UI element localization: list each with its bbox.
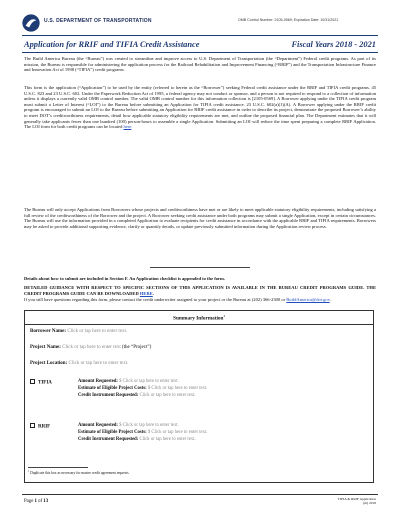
application-paragraph-text: This form is the application (“Application”) to be used by the entity (referred to herein as the “Borrower”) seeking Federal credit assistance under the RRIF and TIFIA credit programs. 45 U.S.C. 823 and 23 U.S.C. 602. Under the Paperwork Reduction Act of 1995, a federal agency may not conduct or sponsor, and a person is not required to respond to a collection of information unless it displays a currently valid OMB control number. The valid OMB control number for this information collection is [2105-0569]. A Borrower applying under the TIFIA credit program must submit a Letter of Interest (“LOI”) to the Bureau before submitting an Application for TIFIA credit assistance. 23 U.S.C. 602(a)(1)(A). A Borrower applying under the RRIF credit program is encouraged to submit an LOI to the Bureau before submitting an Application for RRIF credit assistance in order to describe its project, demonstrate the proposed Borrower’s ability to meet DOT’s creditworthiness requirements, detail how applicable statutory eligibility requirements are met, and outline the proposed financial plan. The Department estimates that it will generally take applicants fewer than one hundred (100) person-hours to assemble a single Application. Submitting an LOI will reduce the time spent preparing a complete RRIF Application. The LOI form for both credit programs can be located <box>24 85 376 130</box>
details-line: Details about how to submit are included in Section F. An Application checklist is appended to the form. <box>24 276 225 281</box>
checkbox-icon[interactable] <box>30 423 35 428</box>
rrif-instrument-row: Credit Instrument Requested: Click or tap here to enter text. <box>78 437 196 442</box>
guidance-download-link[interactable]: HERE <box>139 290 153 296</box>
tifia-instrument-field[interactable]: Click or tap here to enter text. <box>139 393 196 398</box>
project-location-field[interactable]: Click or tap here to enter text. <box>68 361 129 366</box>
title-row <box>24 40 376 49</box>
fiscal-years: Fiscal Years 2018 - 2021 <box>291 40 376 49</box>
bureau-email-link[interactable]: BuildAmerica@dot.gov <box>286 297 330 302</box>
tifia-amount-row: Amount Requested: $ Click or tap here to enter text. <box>78 379 179 384</box>
borrower-name-field[interactable]: Click or tap here to enter text. <box>67 329 128 334</box>
questions-text: If you still have questions regarding this form, please contact the credit underwriter assigned to your project or the Bureau at (202) 366-2300 or <box>24 297 286 302</box>
rrif-amount-row: Amount Requested: $ Click or tap here to enter text. <box>78 423 179 428</box>
rrif-amount-field[interactable]: $ Click or tap here to enter text. <box>119 423 179 428</box>
title-rule <box>22 52 378 53</box>
omb-control-number: OMB Control Number: 2105-0569; Expiration Date: 10/31/2021 <box>238 18 339 22</box>
footer-form-name: TIFIA & RRIF Application (m) 2018 <box>337 497 376 506</box>
tifia-instrument-row: Credit Instrument Requested: Click or tap here to enter text. <box>78 393 196 398</box>
summary-title: Summary Information$^1$ <box>173 314 225 322</box>
questions-line: If you still have questions regarding this form, please contact the credit underwriter assigned to your project or the Bureau at (202) 366-2300 or BuildAmerica@dot.gov. <box>24 297 331 302</box>
intro-paragraph: The Build America Bureau (the “Bureau”) was created to streamline and improve access to U.S. Department of Transportation (the “Department”) Federal credit programs. As part of its mission, the Bureau is responsible for administering the application process for the Railroad Rehabilitation and Improvement Financing (“RRIF”) and the Transportation Infrastructure Finance and Innovation Act of 1998 (“TIFIA”) credit programs. <box>24 56 376 73</box>
tifia-cost-field[interactable]: $ Click or tap here to enter text. <box>147 386 208 391</box>
checkbox-icon[interactable] <box>30 379 35 384</box>
department-name: U.S. DEPARTMENT OF TRANSPORTATION <box>44 18 152 24</box>
acceptance-paragraph: The Bureau will only accept Applications from Borrowers whose projects and creditworthiness have met or are likely to meet applicable statutory eligibility requirements, including satisfying a full review of the creditworthiness of the Borrower and the project. A Borrower seeking credit assistance under both programs may submit a single Application, except in certain circumstances. The Bureau will use the information provided in a completed Application to evaluate recipients for credit assistance in accordance with the applicable RRIF and TIFIA requirements. Borrowers may be asked to provide additional supporting evidence, clarify or quantify details, or update previously submitted information during the Application review process. <box>24 207 376 229</box>
rrif-option: RRIF <box>30 423 50 429</box>
tifia-option: TIFIA <box>30 379 52 385</box>
rrif-cost-field[interactable]: $ Click or tap here to enter text. <box>147 430 208 435</box>
loi-form-link[interactable]: here <box>123 124 132 130</box>
summary-box <box>24 310 374 483</box>
tifia-cost-row: Estimate of Eligible Project Costs: $ Click or tap here to enter text. <box>78 386 208 391</box>
summary-footnote: $^1$ Duplicate this box as necessary for master credit agreement requests. <box>28 470 130 476</box>
project-location-row: Project Location: Click or tap here to enter text. <box>30 361 129 366</box>
footer-rule <box>22 494 378 495</box>
page-title: Application for RRIF and TIFIA Credit Assistance <box>24 40 200 49</box>
page-number: Page 1 of 13 <box>24 499 49 504</box>
footnote-rule <box>28 467 88 468</box>
project-name-row: Project Name: Click or tap here to enter text (the “Project”) <box>30 345 152 350</box>
header-rule <box>22 35 378 36</box>
guidance-notice: DETAILED GUIDANCE WITH RESPECT TO SPECIFIC SECTIONS OF THIS APPLICATION IS AVAILABLE IN THE BUREAU CREDIT PROGRAMS GUIDE. THE CREDIT PROGRAMS GUIDE CAN BE DOWNLOADED HERE. <box>24 285 376 296</box>
application-paragraph: This form is the application (“Application”) to be used by the entity (referred to herein as the “Borrower”) seeking Federal credit assistance under the RRIF and TIFIA credit programs. 45 U.S.C. 823 and 23 U.S.C. 602. Under the Paperwork Reduction Act of 1995, a federal agency may not conduct or sponsor, and a person is not required to respond to a collection of information unless it displays a currently valid OMB control number. The valid OMB control number for this information collection is [2105-0569]. A Borrower applying under the TIFIA credit program must submit a Letter of Interest (“LOI”) to the Bureau before submitting an Application for TIFIA credit assistance. 23 U.S.C. 602(a)(1)(A). A Borrower applying under the RRIF credit program is encouraged to submit an LOI to the Bureau before submitting an Application for RRIF credit assistance in order to describe its project, demonstrate the proposed Borrower’s ability to meet DOT’s creditworthiness requirements, detail how applicable statutory eligibility requirements are met, and outline the proposed financial plan. The Department estimates that it will generally take applicants fewer than one hundred (100) person-hours to assemble a single Application. Submitting an LOI will reduce the time spent preparing a complete RRIF Application. The LOI form for both credit programs can be located here. <box>24 85 376 130</box>
borrower-name-row: Borrower Name: Click or tap here to enter text. <box>30 329 128 334</box>
rrif-cost-row: Estimate of Eligible Project Costs: $ Click or tap here to enter text. <box>78 430 208 435</box>
dot-logo-icon <box>22 14 40 32</box>
tifia-amount-field[interactable]: $ Click or tap here to enter text. <box>119 379 179 384</box>
guidance-text: DETAILED GUIDANCE WITH RESPECT TO SPECIFIC SECTIONS OF THIS APPLICATION IS AVAILABLE IN THE BUREAU CREDIT PROGRAMS GUIDE. THE CREDIT PROGRAMS GUIDE CAN BE DOWNLOADED <box>24 285 376 296</box>
project-name-field[interactable]: Click or tap here to enter text <box>62 345 121 350</box>
summary-title-rule <box>24 324 374 325</box>
section-separator <box>150 267 250 268</box>
rrif-instrument-field[interactable]: Click or tap here to enter text. <box>139 437 196 442</box>
